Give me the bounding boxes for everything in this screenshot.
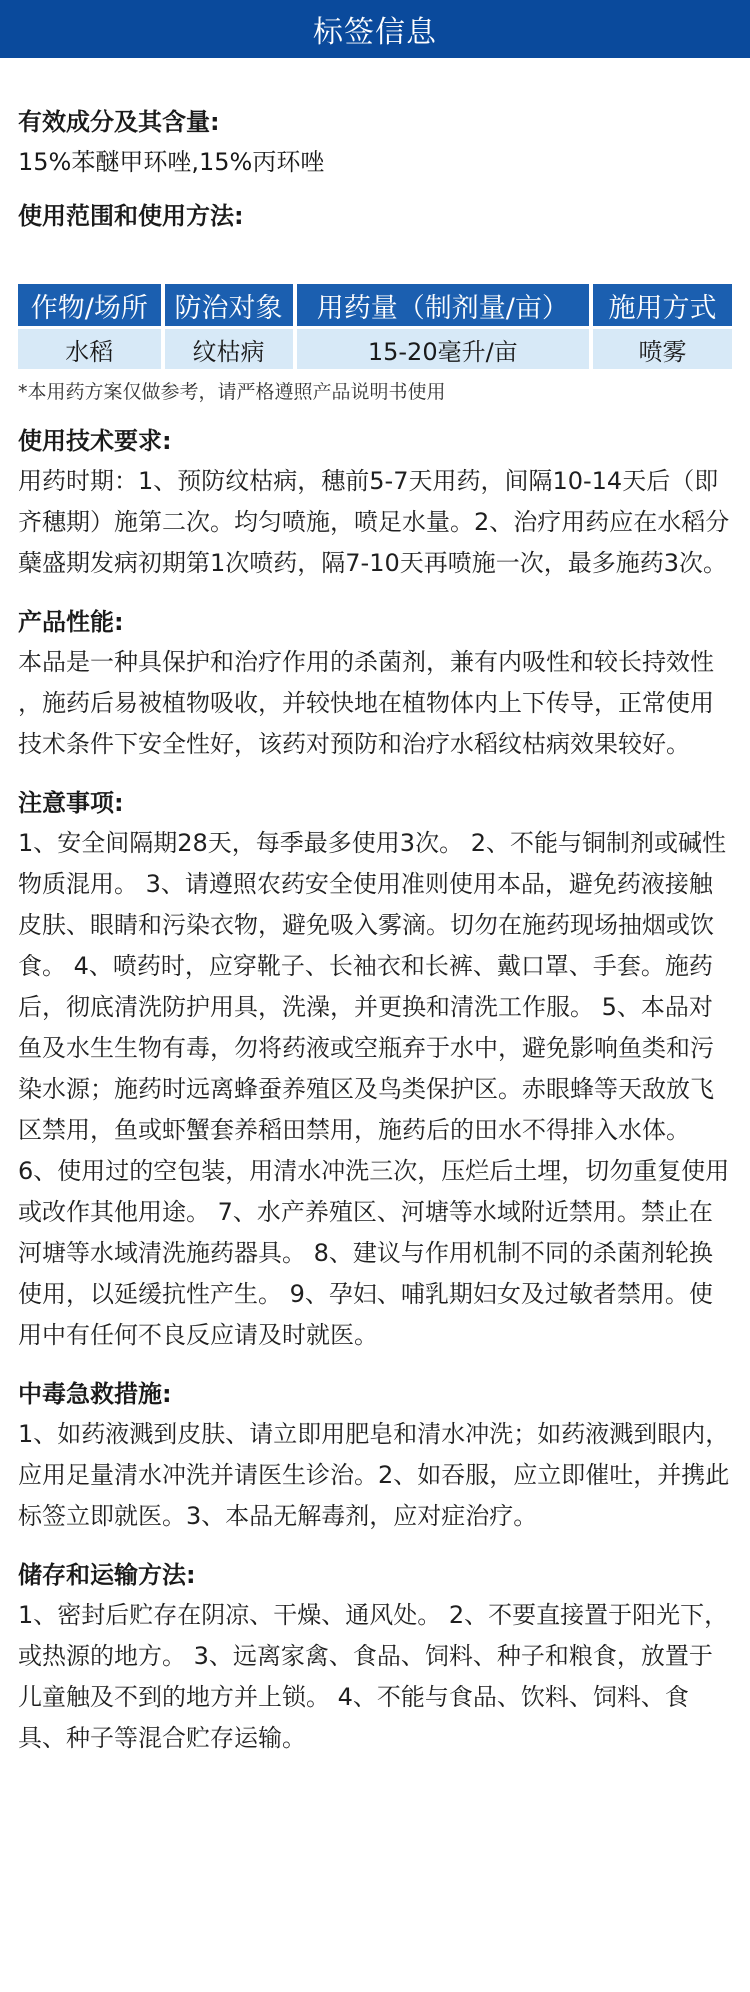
precautions-text: 1、安全间隔期28天，每季最多使用3次。 2、不能与铜制剂或碱性物质混用。 3、请遵照农药安全使用准则使用本品，避免药液接触皮肤、眼睛和污染衣物，避免吸入雾滴。切勿在施药现场抽烟或饮食。 4、喷药时，应穿靴子、长袖衣和长裤、戴口罩、手套。施药后，彻底清洗防护用具，洗澡，并更换和清洗工作服。 5、本品对鱼及水生生物有毒，勿将药液或空瓶弃于水中，避免影响鱼类和污染水源；施药时远离蜂蚕养殖区及鸟类保护区。赤眼蜂等天敌放飞区禁用，鱼或虾蟹套养稻田禁用，施药后的田水不得排入水体。 6、使用过的空包装，用清水冲洗三次，压烂后土埋，切勿重复使用或改作其他用途。 7、水产养殖区、河塘等水域附近禁用。禁止在河塘等水域清洗施药器具。 8、建议与作用机制不同的杀菌剂轮换使用，以延缓抗性产生。 9、孕妇、哺乳期妇女及过敏者禁用。使用中有任何不良反应请及时就医。 [18,829,730,1349]
first-aid-section [18,1356,732,1537]
usage-cell-method: 喷雾 [593,329,732,369]
performance-title: 产品性能: [18,608,124,636]
ingredients-section [18,58,732,182]
tech-requirements-text: 用药时期：1、预防纹枯病，穗前5-7天用药，间隔10-14天后（即齐穗期）施第二次。均匀喷施，喷足水量。2、治疗用药应在水稻分蘖盛期发病初期第1次喷药，隔7-10天再喷施一次，最多施药3次。 [18,467,730,577]
tech-requirements-section [18,409,732,584]
storage-title: 储存和运输方法: [18,1561,196,1589]
first-aid-title: 中毒急救措施: [18,1380,172,1408]
tech-requirements-title: 使用技术要求: [18,427,172,455]
ingredients-title: 有效成分及其含量: [18,108,220,136]
usage-col-target: 防治对象 [165,284,293,329]
precautions-section [18,765,732,1356]
usage-col-crop: 作物/场所 [18,284,161,329]
usage-section [18,182,732,409]
usage-note: *本用药方案仅做参考，请严格遵照产品说明书使用 [18,381,446,403]
performance-section [18,584,732,765]
usage-col-dosage: 用药量（制剂量/亩） [297,284,590,329]
ingredients-value: 15%苯醚甲环唑,15%丙环唑 [18,148,325,176]
storage-section [18,1537,732,1759]
storage-text: 1、密封后贮存在阴凉、干燥、通风处。 2、不要直接置于阳光下，或热源的地方。 3、远离家禽、食品、饲料、种子和粮食，放置于儿童触及不到的地方并上锁。 4、不能与食品、饮料、饲料、食具、种子等混合贮存运输。 [18,1601,729,1752]
table-row [18,329,732,369]
usage-cell-dosage: 15-20毫升/亩 [297,329,590,369]
usage-table-header-row [18,284,732,329]
usage-cell-crop: 水稻 [18,329,161,369]
usage-table [14,284,736,369]
label-content [0,58,750,1759]
page-header [0,0,750,58]
precautions-title: 注意事项: [18,789,124,817]
usage-cell-target: 纹枯病 [165,329,293,369]
first-aid-text: 1、如药液溅到皮肤、请立即用肥皂和清水冲洗；如药液溅到眼内，应用足量清水冲洗并请医生诊治。2、如吞服，应立即催吐，并携此标签立即就医。3、本品无解毒剂，应对症治疗。 [18,1420,730,1530]
usage-col-method: 施用方式 [593,284,732,329]
performance-text: 本品是一种具保护和治疗作用的杀菌剂，兼有内吸性和较长持效性 ，施药后易被植物吸收，并较快地在植物体内上下传导，正常使用技术条件下安全性好，该药对预防和治疗水稻纹枯病效果较好。 [18,648,714,758]
usage-title: 使用范围和使用方法: [18,202,244,230]
page-title: 标签信息 [313,15,437,50]
